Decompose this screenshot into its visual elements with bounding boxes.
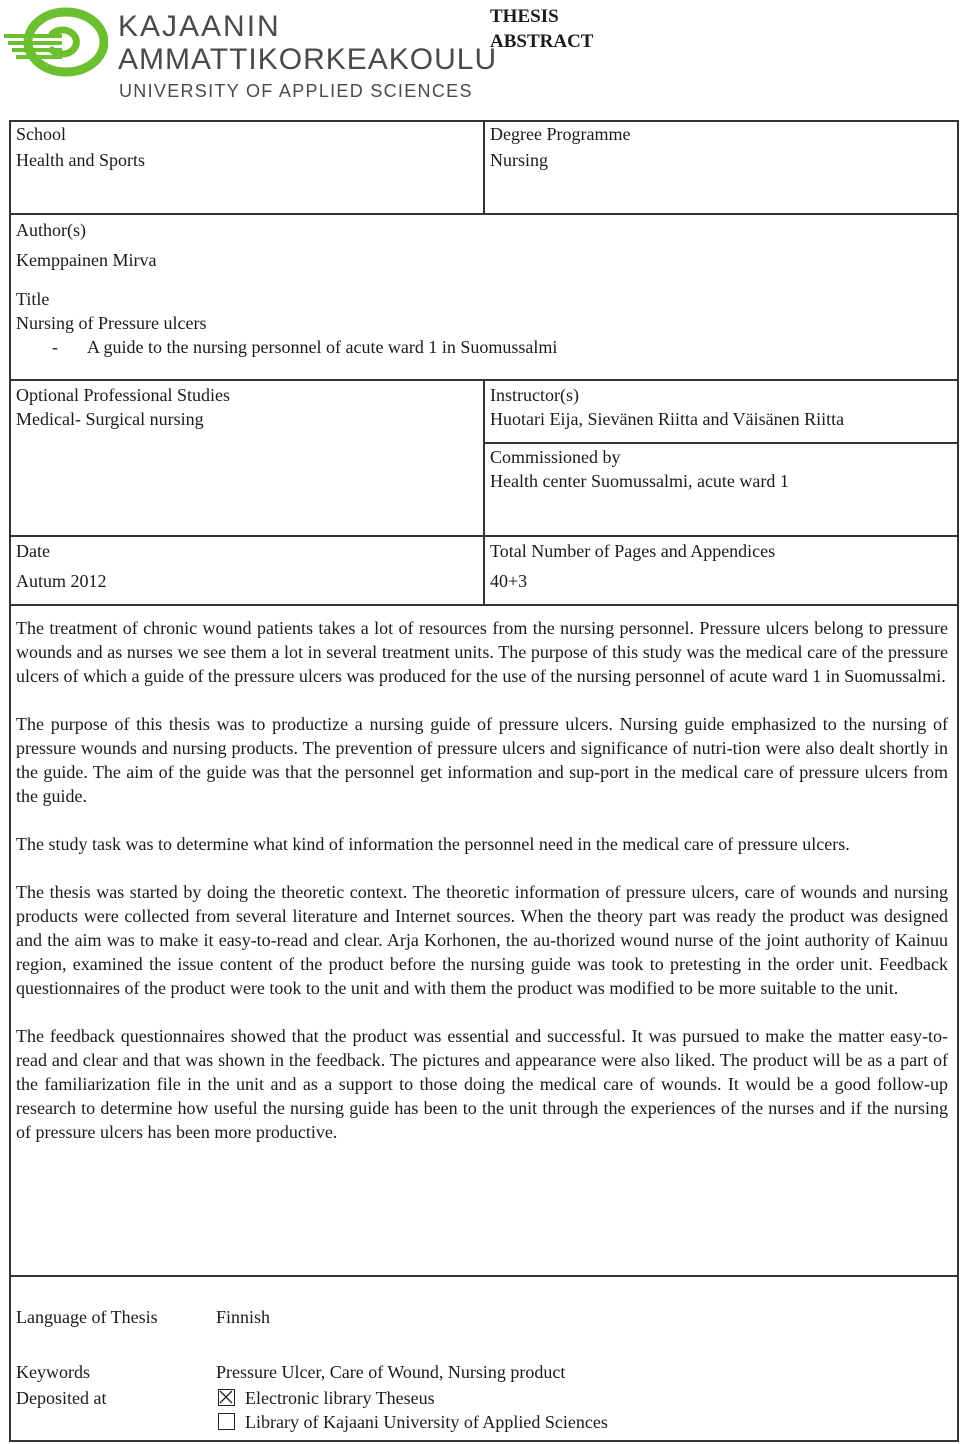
optional-value: Medical- Surgical nursing (16, 409, 204, 429)
school-label: School (16, 124, 67, 144)
frame-right (957, 120, 959, 1442)
logo-line-3: UNIVERSITY OF APPLIED SCIENCES (119, 81, 473, 101)
frame-left (9, 120, 11, 1442)
kajaani-library-checkbox[interactable] (218, 1413, 235, 1430)
theseus-checkbox[interactable] (218, 1389, 235, 1406)
abstract-paragraph: The thesis was started by doing the theoretic context. The theoretic information of pressure ulcers, care of wounds and nursing products were collected from several literature and Internet sources. When the theory part was ready the product was designed and the aim was to make it easy-to-read and clear. Arja Korhonen, the au-thorized wound nurse of the joint authority of Kainuu region, examined the issue content of the product before the nursing guide was took to pretesting in the order unit. Feedback questionnaires of the product were took to the unit and with them the product was modified to be more suitable to the unit. (16, 882, 948, 998)
instructor-label: Instructor(s) (490, 385, 579, 405)
logo-line-2: AMMATTIKORKEAKOULU (118, 43, 498, 76)
abstract-paragraph: The purpose of this thesis was to productize a nursing guide of pressure ulcers. Nursing guide emphasized to the nursing of pressure wounds and nursing products. The prevention of pressure ulcers and significance of nutri-tion were also dealt shortly in the guide. The aim of the guide was that the personnel get information and sup-port in the medical care of pressure ulcers from the guide. (16, 714, 948, 806)
checked-x-icon (219, 1390, 233, 1404)
university-logo-mark (4, 4, 108, 80)
divider-row3 (9, 535, 958, 537)
commissioned-value: Health center Suomussalmi, acute ward 1 (490, 471, 789, 491)
logo-line-1: KAJAANIN (118, 10, 281, 43)
abstract-heading: ABSTRACT (490, 31, 594, 52)
title-subtitle: A guide to the nursing personnel of acute ward 1 in Suomussalmi (87, 337, 558, 357)
divider-row5 (9, 1275, 958, 1277)
degree-label: Degree Programme (490, 124, 631, 144)
date-label: Date (16, 541, 50, 561)
keywords-value: Pressure Ulcer, Care of Wound, Nursing product (216, 1362, 566, 1382)
title-label: Title (16, 289, 50, 309)
school-value: Health and Sports (16, 150, 145, 170)
abstract-paragraph: The treatment of chronic wound patients takes a lot of resources from the nursing personnel. Pressure ulcers belong to pressure wounds and as nurses we see them a lot in several treatment units. The purpose of this study was the medical care of the pressure ulcers of which a guide of the pressure ulcers was produced for the use of the nursing personnel of acute ward 1 in Suomussalmi. (16, 618, 948, 686)
pages-value: 40+3 (490, 571, 528, 591)
language-value: Finnish (216, 1307, 271, 1327)
language-label: Language of Thesis (16, 1307, 158, 1327)
deposit-option-theseus: Electronic library Theseus (245, 1388, 435, 1408)
pages-label: Total Number of Pages and Appendices (490, 541, 776, 561)
keywords-label: Keywords (16, 1362, 90, 1382)
deposited-label: Deposited at (16, 1388, 107, 1408)
divider-commissioned (483, 442, 958, 444)
frame-bottom (9, 1440, 958, 1442)
instructor-value: Huotari Eija, Sievänen Riitta and Väisänen Riitta (490, 409, 845, 429)
abstract-body (16, 616, 948, 1168)
deposit-option-kajaani-library: Library of Kajaani University of Applied Sciences (245, 1412, 608, 1432)
degree-value: Nursing (490, 150, 548, 170)
author-value: Kemppainen Mirva (16, 250, 157, 270)
divider-row4 (9, 604, 958, 606)
abstract-paragraph: The feedback questionnaires showed that the product was essential and successful. It was pursued to make the matter easy-to-read and clear and that was shown in the feedback. The pictures and appearance were also liked. The product will be as a part of the familiarization file in the unit and as a support to those doing the medical care of wounds. It would be a good follow-up research to determine how useful the nursing guide has been to the unit through the experiences of the nurses and if the nursing of pressure ulcers has been more productive. (16, 1026, 948, 1142)
commissioned-label: Commissioned by (490, 447, 621, 467)
date-value: Autum 2012 (16, 571, 107, 591)
divider-row1 (9, 213, 958, 215)
abstract-paragraph: The study task was to determine what kind of information the personnel need in the medical care of pressure ulcers. (16, 834, 850, 854)
divider-optional (483, 379, 485, 605)
title-main: Nursing of Pressure ulcers (16, 313, 207, 333)
author-label: Author(s) (16, 220, 86, 240)
divider-school (483, 120, 485, 214)
optional-label: Optional Professional Studies (16, 385, 230, 405)
title-dash: - (52, 337, 58, 357)
thesis-heading: THESIS (490, 6, 559, 27)
